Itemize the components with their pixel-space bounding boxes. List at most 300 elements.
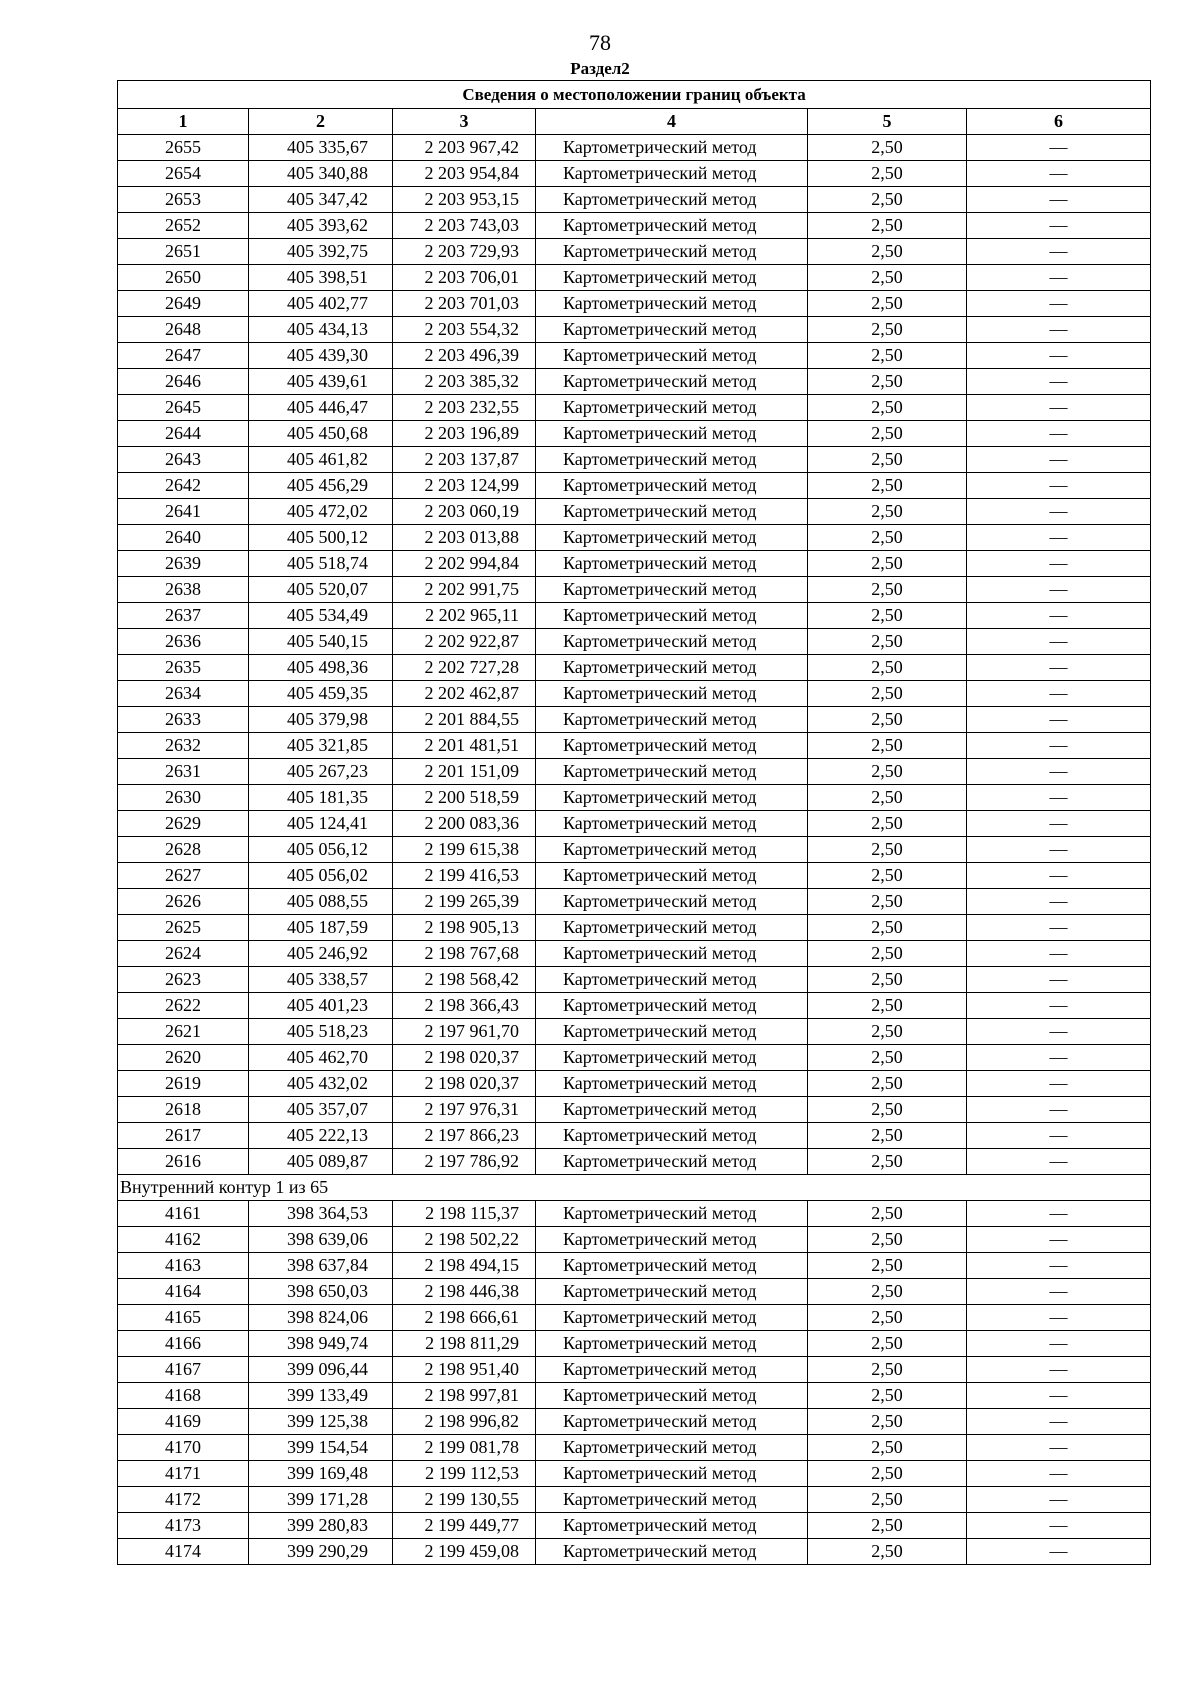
- description-cell: —: [967, 1357, 1151, 1383]
- point-number-cell: 2627: [118, 863, 249, 889]
- description-cell: —: [967, 421, 1151, 447]
- y-coordinate-cell: 2 198 494,15: [393, 1253, 536, 1279]
- method-cell: Картометрический метод: [536, 447, 808, 473]
- point-number-cell: 4170: [118, 1435, 249, 1461]
- table-row: [118, 993, 1151, 1019]
- method-cell: Картометрический метод: [536, 1513, 808, 1539]
- y-coordinate-cell: 2 198 568,42: [393, 967, 536, 993]
- page-number: 78: [589, 30, 611, 55]
- point-number-cell: 4166: [118, 1331, 249, 1357]
- method-cell: Картометрический метод: [536, 837, 808, 863]
- description-cell: —: [967, 369, 1151, 395]
- point-number-cell: 4165: [118, 1305, 249, 1331]
- table-row: [118, 473, 1151, 499]
- point-number-cell: 2648: [118, 317, 249, 343]
- accuracy-cell: 2,50: [808, 1123, 967, 1149]
- accuracy-cell: 2,50: [808, 733, 967, 759]
- table-row: [118, 759, 1151, 785]
- y-coordinate-cell: 2 203 385,32: [393, 369, 536, 395]
- y-coordinate-cell: 2 199 615,38: [393, 837, 536, 863]
- x-coordinate-cell: 399 290,29: [249, 1539, 393, 1565]
- point-number-cell: 4167: [118, 1357, 249, 1383]
- point-number-cell: 2622: [118, 993, 249, 1019]
- accuracy-cell: 2,50: [808, 213, 967, 239]
- description-cell: —: [967, 629, 1151, 655]
- accuracy-cell: 2,50: [808, 967, 967, 993]
- point-number-cell: 2647: [118, 343, 249, 369]
- description-cell: —: [967, 577, 1151, 603]
- x-coordinate-cell: 399 096,44: [249, 1357, 393, 1383]
- point-number-cell: 2642: [118, 473, 249, 499]
- table-row: [118, 1461, 1151, 1487]
- method-cell: Картометрический метод: [536, 941, 808, 967]
- x-coordinate-cell: 399 280,83: [249, 1513, 393, 1539]
- point-number-cell: 2644: [118, 421, 249, 447]
- table-row: [118, 1227, 1151, 1253]
- x-coordinate-cell: 399 171,28: [249, 1487, 393, 1513]
- description-cell: —: [967, 1123, 1151, 1149]
- point-number-cell: 2651: [118, 239, 249, 265]
- y-coordinate-cell: 2 202 922,87: [393, 629, 536, 655]
- accuracy-cell: 2,50: [808, 707, 967, 733]
- method-cell: Картометрический метод: [536, 1357, 808, 1383]
- x-coordinate-cell: 405 056,02: [249, 863, 393, 889]
- point-number-cell: 2633: [118, 707, 249, 733]
- y-coordinate-cell: 2 201 481,51: [393, 733, 536, 759]
- table-row: [118, 551, 1151, 577]
- description-cell: —: [967, 967, 1151, 993]
- y-coordinate-cell: 2 201 151,09: [393, 759, 536, 785]
- point-number-cell: 2621: [118, 1019, 249, 1045]
- table-row: [118, 707, 1151, 733]
- x-coordinate-cell: 405 461,82: [249, 447, 393, 473]
- method-cell: Картометрический метод: [536, 577, 808, 603]
- y-coordinate-cell: 2 197 866,23: [393, 1123, 536, 1149]
- accuracy-cell: 2,50: [808, 681, 967, 707]
- point-number-cell: 2652: [118, 213, 249, 239]
- description-cell: —: [967, 655, 1151, 681]
- y-coordinate-cell: 2 197 786,92: [393, 1149, 536, 1175]
- y-coordinate-cell: 2 198 446,38: [393, 1279, 536, 1305]
- description-cell: —: [967, 837, 1151, 863]
- accuracy-cell: 2,50: [808, 655, 967, 681]
- table-row: [118, 1409, 1151, 1435]
- accuracy-cell: 2,50: [808, 863, 967, 889]
- table-row: [118, 525, 1151, 551]
- contour-group-row: [118, 1175, 1151, 1201]
- y-coordinate-cell: 2 200 083,36: [393, 811, 536, 837]
- y-coordinate-cell: 2 202 994,84: [393, 551, 536, 577]
- table-row: [118, 1123, 1151, 1149]
- x-coordinate-cell: 405 500,12: [249, 525, 393, 551]
- point-number-cell: 4172: [118, 1487, 249, 1513]
- description-cell: —: [967, 993, 1151, 1019]
- x-coordinate-cell: 405 357,07: [249, 1097, 393, 1123]
- description-cell: —: [967, 733, 1151, 759]
- table-row: [118, 135, 1151, 161]
- accuracy-cell: 2,50: [808, 525, 967, 551]
- method-cell: Картометрический метод: [536, 1149, 808, 1175]
- method-cell: Картометрический метод: [536, 1227, 808, 1253]
- description-cell: —: [967, 317, 1151, 343]
- method-cell: Картометрический метод: [536, 1409, 808, 1435]
- accuracy-cell: 2,50: [808, 1409, 967, 1435]
- x-coordinate-cell: 405 456,29: [249, 473, 393, 499]
- point-number-cell: 2635: [118, 655, 249, 681]
- description-cell: —: [967, 681, 1151, 707]
- x-coordinate-cell: 405 347,42: [249, 187, 393, 213]
- accuracy-cell: 2,50: [808, 889, 967, 915]
- point-number-cell: 4168: [118, 1383, 249, 1409]
- y-coordinate-cell: 2 197 976,31: [393, 1097, 536, 1123]
- x-coordinate-cell: 405 540,15: [249, 629, 393, 655]
- accuracy-cell: 2,50: [808, 551, 967, 577]
- table-row: [118, 1435, 1151, 1461]
- description-cell: —: [967, 785, 1151, 811]
- accuracy-cell: 2,50: [808, 1045, 967, 1071]
- y-coordinate-cell: 2 198 115,37: [393, 1201, 536, 1227]
- accuracy-cell: 2,50: [808, 343, 967, 369]
- table-row: [118, 941, 1151, 967]
- y-coordinate-cell: 2 199 459,08: [393, 1539, 536, 1565]
- method-cell: Картометрический метод: [536, 187, 808, 213]
- point-number-cell: 2630: [118, 785, 249, 811]
- x-coordinate-cell: 405 088,55: [249, 889, 393, 915]
- accuracy-cell: 2,50: [808, 1331, 967, 1357]
- accuracy-cell: 2,50: [808, 135, 967, 161]
- accuracy-cell: 2,50: [808, 1487, 967, 1513]
- accuracy-cell: 2,50: [808, 1149, 967, 1175]
- point-number-cell: 4174: [118, 1539, 249, 1565]
- x-coordinate-cell: 405 434,13: [249, 317, 393, 343]
- x-coordinate-cell: 405 187,59: [249, 915, 393, 941]
- y-coordinate-cell: 2 203 706,01: [393, 265, 536, 291]
- accuracy-cell: 2,50: [808, 369, 967, 395]
- x-coordinate-cell: 405 398,51: [249, 265, 393, 291]
- table-row: [118, 1383, 1151, 1409]
- description-cell: —: [967, 1201, 1151, 1227]
- accuracy-cell: 2,50: [808, 1357, 967, 1383]
- x-coordinate-cell: 398 824,06: [249, 1305, 393, 1331]
- method-cell: Картометрический метод: [536, 655, 808, 681]
- x-coordinate-cell: 405 321,85: [249, 733, 393, 759]
- x-coordinate-cell: 398 639,06: [249, 1227, 393, 1253]
- x-coordinate-cell: 405 181,35: [249, 785, 393, 811]
- description-cell: —: [967, 1461, 1151, 1487]
- point-number-cell: 4161: [118, 1201, 249, 1227]
- point-number-cell: 2636: [118, 629, 249, 655]
- table-body: [118, 135, 1151, 1565]
- table-row: [118, 655, 1151, 681]
- description-cell: —: [967, 1331, 1151, 1357]
- description-cell: —: [967, 941, 1151, 967]
- x-coordinate-cell: 399 125,38: [249, 1409, 393, 1435]
- y-coordinate-cell: 2 198 502,22: [393, 1227, 536, 1253]
- method-cell: Картометрический метод: [536, 915, 808, 941]
- point-number-cell: 2649: [118, 291, 249, 317]
- method-cell: Картометрический метод: [536, 993, 808, 1019]
- method-cell: Картометрический метод: [536, 265, 808, 291]
- x-coordinate-cell: 405 401,23: [249, 993, 393, 1019]
- table-row: [118, 681, 1151, 707]
- point-number-cell: 2641: [118, 499, 249, 525]
- accuracy-cell: 2,50: [808, 1019, 967, 1045]
- description-cell: —: [967, 603, 1151, 629]
- y-coordinate-cell: 2 198 996,82: [393, 1409, 536, 1435]
- table-row: [118, 447, 1151, 473]
- method-cell: Картометрический метод: [536, 291, 808, 317]
- point-number-cell: 2645: [118, 395, 249, 421]
- description-cell: —: [967, 1539, 1151, 1565]
- description-cell: —: [967, 811, 1151, 837]
- table-row: [118, 265, 1151, 291]
- accuracy-cell: 2,50: [808, 941, 967, 967]
- column-header: 6: [967, 109, 1151, 135]
- y-coordinate-cell: 2 203 196,89: [393, 421, 536, 447]
- y-coordinate-cell: 2 203 729,93: [393, 239, 536, 265]
- table-row: [118, 863, 1151, 889]
- table-row: [118, 1253, 1151, 1279]
- y-coordinate-cell: 2 199 416,53: [393, 863, 536, 889]
- x-coordinate-cell: 405 379,98: [249, 707, 393, 733]
- table-row: [118, 421, 1151, 447]
- description-cell: —: [967, 447, 1151, 473]
- table-row: [118, 1097, 1151, 1123]
- description-cell: —: [967, 395, 1151, 421]
- y-coordinate-cell: 2 199 130,55: [393, 1487, 536, 1513]
- boundary-coordinates-table: [117, 80, 1151, 1565]
- accuracy-cell: 2,50: [808, 1201, 967, 1227]
- y-coordinate-cell: 2 203 232,55: [393, 395, 536, 421]
- point-number-cell: 2631: [118, 759, 249, 785]
- method-cell: Картометрический метод: [536, 1019, 808, 1045]
- point-number-cell: 2634: [118, 681, 249, 707]
- table-row: [118, 161, 1151, 187]
- method-cell: Картометрический метод: [536, 1253, 808, 1279]
- accuracy-cell: 2,50: [808, 1539, 967, 1565]
- point-number-cell: 2628: [118, 837, 249, 863]
- y-coordinate-cell: 2 203 554,32: [393, 317, 536, 343]
- x-coordinate-cell: 405 518,23: [249, 1019, 393, 1045]
- accuracy-cell: 2,50: [808, 1305, 967, 1331]
- method-cell: Картометрический метод: [536, 863, 808, 889]
- method-cell: Картометрический метод: [536, 421, 808, 447]
- accuracy-cell: 2,50: [808, 993, 967, 1019]
- table-row: [118, 213, 1151, 239]
- accuracy-cell: 2,50: [808, 811, 967, 837]
- table-caption-row: [118, 81, 1151, 109]
- table-row: [118, 915, 1151, 941]
- table-row: [118, 811, 1151, 837]
- x-coordinate-cell: 398 637,84: [249, 1253, 393, 1279]
- y-coordinate-cell: 2 203 137,87: [393, 447, 536, 473]
- method-cell: Картометрический метод: [536, 603, 808, 629]
- description-cell: —: [967, 759, 1151, 785]
- x-coordinate-cell: 405 498,36: [249, 655, 393, 681]
- method-cell: Картометрический метод: [536, 889, 808, 915]
- method-cell: Картометрический метод: [536, 213, 808, 239]
- point-number-cell: 2616: [118, 1149, 249, 1175]
- accuracy-cell: 2,50: [808, 317, 967, 343]
- method-cell: Картометрический метод: [536, 733, 808, 759]
- y-coordinate-cell: 2 199 449,77: [393, 1513, 536, 1539]
- accuracy-cell: 2,50: [808, 499, 967, 525]
- table-row: [118, 577, 1151, 603]
- x-coordinate-cell: 399 154,54: [249, 1435, 393, 1461]
- accuracy-cell: 2,50: [808, 187, 967, 213]
- method-cell: Картометрический метод: [536, 1461, 808, 1487]
- x-coordinate-cell: 405 392,75: [249, 239, 393, 265]
- accuracy-cell: 2,50: [808, 629, 967, 655]
- y-coordinate-cell: 2 203 701,03: [393, 291, 536, 317]
- point-number-cell: 2619: [118, 1071, 249, 1097]
- y-coordinate-cell: 2 203 124,99: [393, 473, 536, 499]
- table-row: [118, 1201, 1151, 1227]
- accuracy-cell: 2,50: [808, 1071, 967, 1097]
- description-cell: —: [967, 1045, 1151, 1071]
- description-cell: —: [967, 1487, 1151, 1513]
- x-coordinate-cell: 405 518,74: [249, 551, 393, 577]
- x-coordinate-cell: 405 267,23: [249, 759, 393, 785]
- y-coordinate-cell: 2 203 953,15: [393, 187, 536, 213]
- table-row: [118, 629, 1151, 655]
- method-cell: Картометрический метод: [536, 1201, 808, 1227]
- table-row: [118, 733, 1151, 759]
- table-row: [118, 499, 1151, 525]
- accuracy-cell: 2,50: [808, 1383, 967, 1409]
- description-cell: —: [967, 1253, 1151, 1279]
- x-coordinate-cell: 405 222,13: [249, 1123, 393, 1149]
- point-number-cell: 2637: [118, 603, 249, 629]
- description-cell: —: [967, 863, 1151, 889]
- description-cell: —: [967, 343, 1151, 369]
- point-number-cell: 4173: [118, 1513, 249, 1539]
- y-coordinate-cell: 2 198 905,13: [393, 915, 536, 941]
- point-number-cell: 4169: [118, 1409, 249, 1435]
- point-number-cell: 2629: [118, 811, 249, 837]
- method-cell: Картометрический метод: [536, 135, 808, 161]
- point-number-cell: 2623: [118, 967, 249, 993]
- point-number-cell: 2624: [118, 941, 249, 967]
- method-cell: Картометрический метод: [536, 759, 808, 785]
- y-coordinate-cell: 2 198 666,61: [393, 1305, 536, 1331]
- y-coordinate-cell: 2 200 518,59: [393, 785, 536, 811]
- description-cell: —: [967, 265, 1151, 291]
- point-number-cell: 2618: [118, 1097, 249, 1123]
- y-coordinate-cell: 2 198 020,37: [393, 1071, 536, 1097]
- y-coordinate-cell: 2 197 961,70: [393, 1019, 536, 1045]
- accuracy-cell: 2,50: [808, 1435, 967, 1461]
- method-cell: Картометрический метод: [536, 1045, 808, 1071]
- accuracy-cell: 2,50: [808, 577, 967, 603]
- method-cell: Картометрический метод: [536, 161, 808, 187]
- table-row: [118, 1071, 1151, 1097]
- description-cell: —: [967, 135, 1151, 161]
- accuracy-cell: 2,50: [808, 161, 967, 187]
- x-coordinate-cell: 405 439,30: [249, 343, 393, 369]
- table-row: [118, 1019, 1151, 1045]
- method-cell: Картометрический метод: [536, 369, 808, 395]
- y-coordinate-cell: 2 198 366,43: [393, 993, 536, 1019]
- table-row: [118, 1487, 1151, 1513]
- accuracy-cell: 2,50: [808, 1513, 967, 1539]
- table-row: [118, 1539, 1151, 1565]
- point-number-cell: 2625: [118, 915, 249, 941]
- accuracy-cell: 2,50: [808, 265, 967, 291]
- method-cell: Картометрический метод: [536, 239, 808, 265]
- y-coordinate-cell: 2 202 965,11: [393, 603, 536, 629]
- method-cell: Картометрический метод: [536, 1487, 808, 1513]
- x-coordinate-cell: 405 432,02: [249, 1071, 393, 1097]
- point-number-cell: 2650: [118, 265, 249, 291]
- description-cell: —: [967, 1097, 1151, 1123]
- accuracy-cell: 2,50: [808, 1253, 967, 1279]
- accuracy-cell: 2,50: [808, 447, 967, 473]
- y-coordinate-cell: 2 203 743,03: [393, 213, 536, 239]
- x-coordinate-cell: 405 393,62: [249, 213, 393, 239]
- point-number-cell: 2654: [118, 161, 249, 187]
- section-title: Раздел2: [570, 59, 630, 78]
- description-cell: —: [967, 1409, 1151, 1435]
- table-row: [118, 1149, 1151, 1175]
- method-cell: Картометрический метод: [536, 681, 808, 707]
- y-coordinate-cell: 2 199 112,53: [393, 1461, 536, 1487]
- description-cell: —: [967, 1227, 1151, 1253]
- method-cell: Картометрический метод: [536, 1071, 808, 1097]
- method-cell: Картометрический метод: [536, 629, 808, 655]
- description-cell: —: [967, 187, 1151, 213]
- table-row: [118, 967, 1151, 993]
- accuracy-cell: 2,50: [808, 473, 967, 499]
- x-coordinate-cell: 405 089,87: [249, 1149, 393, 1175]
- y-coordinate-cell: 2 203 496,39: [393, 343, 536, 369]
- accuracy-cell: 2,50: [808, 915, 967, 941]
- accuracy-cell: 2,50: [808, 785, 967, 811]
- x-coordinate-cell: 405 246,92: [249, 941, 393, 967]
- description-cell: —: [967, 1383, 1151, 1409]
- accuracy-cell: 2,50: [808, 1097, 967, 1123]
- point-number-cell: 4163: [118, 1253, 249, 1279]
- method-cell: Картометрический метод: [536, 551, 808, 577]
- method-cell: Картометрический метод: [536, 967, 808, 993]
- accuracy-cell: 2,50: [808, 1227, 967, 1253]
- y-coordinate-cell: 2 201 884,55: [393, 707, 536, 733]
- y-coordinate-cell: 2 202 991,75: [393, 577, 536, 603]
- description-cell: —: [967, 213, 1151, 239]
- method-cell: Картометрический метод: [536, 317, 808, 343]
- x-coordinate-cell: 405 338,57: [249, 967, 393, 993]
- description-cell: —: [967, 1513, 1151, 1539]
- table-row: [118, 343, 1151, 369]
- point-number-cell: 2626: [118, 889, 249, 915]
- column-header: 3: [393, 109, 536, 135]
- x-coordinate-cell: 405 446,47: [249, 395, 393, 421]
- accuracy-cell: 2,50: [808, 603, 967, 629]
- x-coordinate-cell: 405 520,07: [249, 577, 393, 603]
- point-number-cell: 2639: [118, 551, 249, 577]
- x-coordinate-cell: 398 650,03: [249, 1279, 393, 1305]
- x-coordinate-cell: 405 335,67: [249, 135, 393, 161]
- column-header: 4: [536, 109, 808, 135]
- table-row: [118, 837, 1151, 863]
- table-row: [118, 889, 1151, 915]
- method-cell: Картометрический метод: [536, 785, 808, 811]
- x-coordinate-cell: 399 133,49: [249, 1383, 393, 1409]
- method-cell: Картометрический метод: [536, 707, 808, 733]
- y-coordinate-cell: 2 202 462,87: [393, 681, 536, 707]
- x-coordinate-cell: 398 364,53: [249, 1201, 393, 1227]
- description-cell: —: [967, 1071, 1151, 1097]
